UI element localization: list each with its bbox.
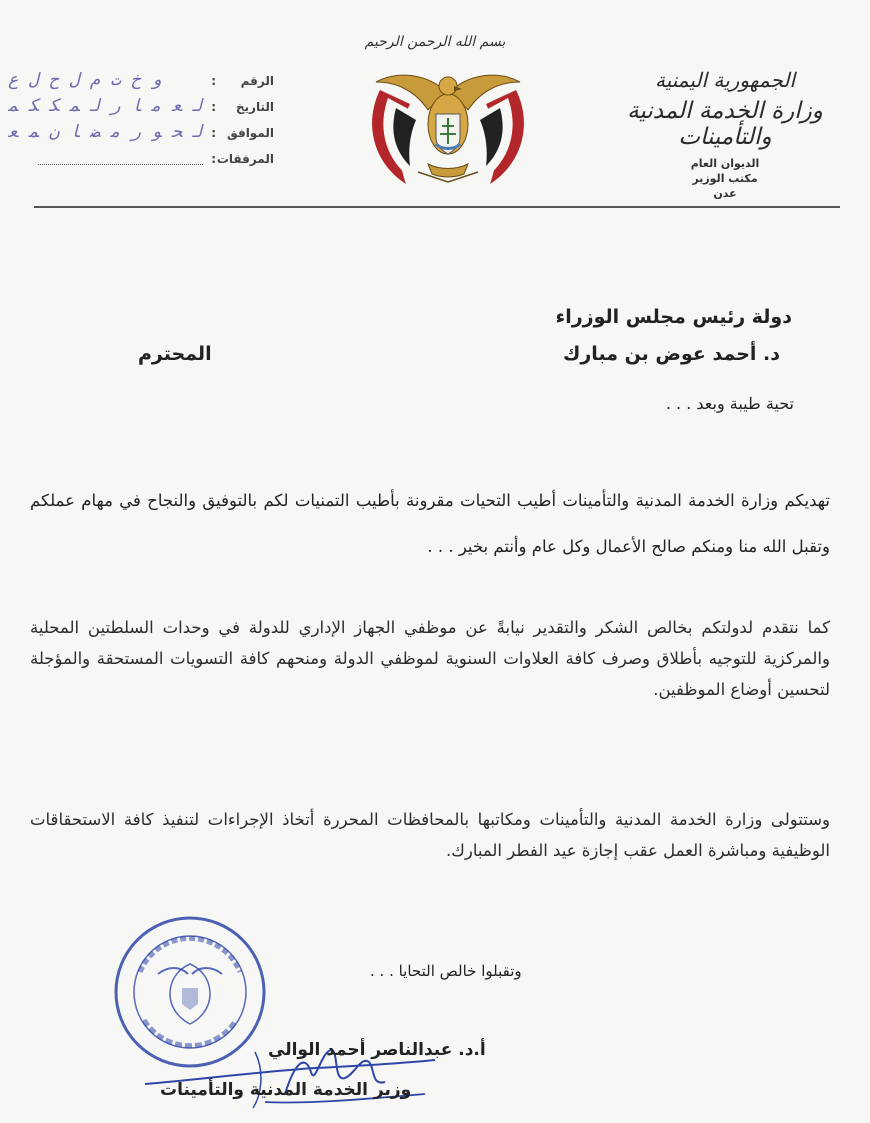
handwritten-value: ﻭ ﺥ ﺕ ﻡ ﻝ ﺡ ﻝ ﻉ (8, 70, 162, 90)
handwritten-value: ﻟ ﺤ ﻮ ﺭ ﻣ ﻀ ﺎ ﻥ ﻤ ﻌ (8, 122, 203, 142)
field-row-date (8, 96, 274, 122)
addressee-honorific: المحترم (138, 343, 212, 365)
field-row-number (8, 70, 274, 96)
addressee-title: دولة رئيس مجلس الوزراء (555, 306, 792, 328)
paragraph-congratulations: تهديكم وزارة الخدمة المدنية والتأمينات أطيب التحيات مقرونة بأطيب التمنيات لكم بالتوفيق والنجاح في مهام عملكم وتقبل الله منا ومنكم صالح الأعمال وكل عام وأنتم بخير . . . (30, 491, 830, 556)
field-label: المرفقات (216, 152, 274, 166)
yemen-emblem-icon (358, 52, 538, 192)
paragraph-thanks: كما نتقدم لدولتكم بخالص الشكر والتقدير نيابةً عن موظفي الجهاز الإداري للدولة في وحدات السلطتين المحلية والمركزية للتوجيه بأطلاق وصرف كافة العلاوات السنوية لموظفي الدولة ومنحهم كافة التسويات المستحقة والمؤجلة لتحسين أوضاع الموظفين. (30, 618, 830, 699)
field-row-corresponding (8, 122, 274, 148)
basmala: بسم الله الرحمن الرحيم (364, 34, 506, 50)
reference-fields (8, 70, 274, 174)
republic-title: الجمهورية اليمنية (654, 68, 796, 92)
dotted-line (38, 164, 203, 165)
office-line: مكتب الوزير (692, 172, 758, 185)
addressee-name: د. أحمد عوض بن مبارك (562, 343, 780, 365)
paragraph-procedures: وستتولى وزارة الخدمة المدنية والتأمينات ومكاتبها بالمحافظات المحررة أتخاذ الإجراءات لتنفيذ كافة الاستحقاقات الوظيفية ومباشرة العمل عقب إجازة عيد الفطر المبارك. (30, 810, 830, 860)
greeting: تحية طيبة وبعد . . . (665, 394, 794, 413)
closing-line: وتقبلوا خالص التحايا . . . (370, 962, 522, 980)
field-label: الموافق (227, 126, 274, 140)
field-colon: : (211, 152, 216, 166)
handwritten-value: ﻟ ﻌ ﻣ ﺎ ﺭ ﻟ ﻤ ﻜ ﻜ ﻤ (8, 96, 203, 116)
field-colon: : (211, 100, 216, 114)
field-label: الرقم (240, 74, 274, 88)
field-label: التاريخ (235, 100, 274, 114)
field-colon: : (211, 74, 216, 88)
office-line: الديوان العام (690, 157, 760, 170)
ministry-header (620, 68, 830, 201)
field-colon: : (211, 126, 216, 140)
office-line: عدن (713, 187, 737, 200)
signatory-name: أ.د. عبدالناصر أحمد الوالي (268, 1040, 486, 1060)
office-lines (620, 156, 830, 201)
header-divider (34, 206, 840, 208)
signatory-title: وزير الخدمة المدنية والتأمينات (160, 1080, 412, 1100)
field-row-attachments (8, 148, 274, 174)
ministry-title: وزارة الخدمة المدنية والتأمينات (627, 98, 823, 150)
